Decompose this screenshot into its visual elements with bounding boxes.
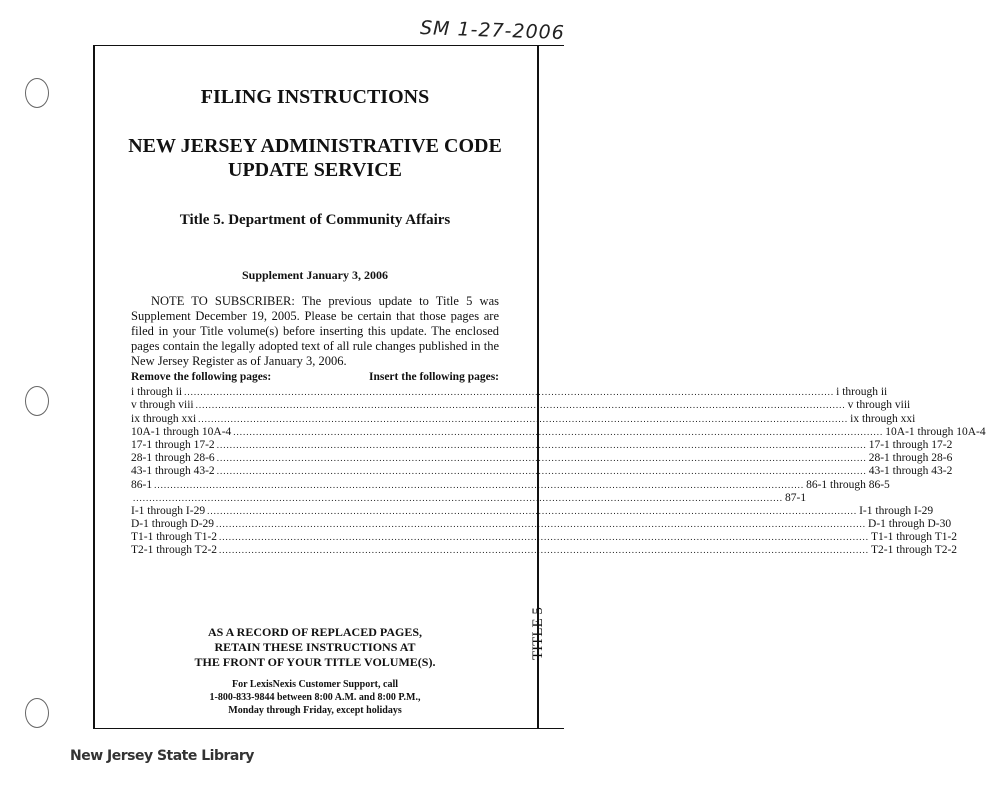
leader-dots: ........................................................................................................................................................................................................ [133, 492, 783, 503]
department-heading: Title 5. Department of Community Affairs [179, 212, 451, 228]
insert-pages-cell: 17-1 through 17-2 [868, 438, 953, 451]
table-row [131, 398, 911, 412]
punch-hole-middle [25, 386, 49, 416]
support-line-3: Monday through Friday, except holidays [228, 705, 402, 716]
insert-pages-cell: 28-1 through 28-6 [868, 452, 953, 465]
table-row [131, 438, 953, 451]
table-row [131, 477, 890, 491]
title-tab-label: TITLE 5 [530, 607, 546, 660]
insert-pages-cell: i through ii [836, 386, 888, 399]
insert-pages-cell: 43-1 through 43-2 [868, 465, 953, 478]
remove-pages-cell: T2-1 through T2-2 [131, 544, 218, 557]
table-row [131, 530, 958, 544]
table-row [131, 491, 807, 504]
remove-pages-cell: I-1 through I-29 [131, 504, 206, 517]
leader-dots: ........................................................................................................................................................................................................ [216, 439, 867, 450]
page-replacement-table [131, 371, 986, 557]
insert-pages-cell: 10A-1 through 10A-4 [885, 425, 986, 438]
insert-pages-cell: D-1 through D-30 [868, 518, 952, 531]
punch-hole-bottom [25, 698, 49, 728]
table-rows [131, 385, 986, 557]
remove-header: Remove the following pages: [131, 371, 272, 383]
remove-pages-cell: 43-1 through 43-2 [131, 465, 215, 478]
table-row [131, 517, 952, 531]
record-line-2: RETAIN THESE INSTRUCTIONS AT [214, 640, 416, 654]
remove-pages-cell: ix through xxi [131, 412, 197, 425]
leader-dots: ........................................................................................................................................................................................................ [216, 453, 867, 464]
remove-pages-cell: T1-1 through T1-2 [131, 531, 218, 544]
insert-pages-cell: 86-1 through 86-5 [806, 478, 890, 491]
table-header [131, 371, 499, 385]
code-title-line1: NEW JERSEY ADMINISTRATIVE CODE [128, 135, 502, 157]
support-line-2: 1-800-833-9844 between 8:00 A.M. and 8:00 P.M., [209, 692, 421, 703]
table-row [131, 504, 934, 517]
code-title-line2: UPDATE SERVICE [228, 159, 402, 181]
leader-dots: ........................................................................................................................................................................................................ [195, 400, 846, 411]
leader-dots: ........................................................................................................................................................................................................ [216, 519, 867, 530]
supplement-date: Supplement January 3, 2006 [241, 268, 389, 282]
table-row [131, 425, 986, 438]
record-line-1: AS A RECORD OF REPLACED PAGES, [207, 625, 423, 639]
leader-dots: ........................................................................................................................................................................................................ [154, 479, 805, 490]
leader-dots: ........................................................................................................................................................................................................ [219, 532, 870, 543]
remove-pages-cell: 28-1 through 28-6 [131, 452, 215, 465]
insert-header: Insert the following pages: [368, 371, 499, 383]
leader-dots: ........................................................................................................................................................................................................ [216, 466, 867, 477]
page-title: FILING INSTRUCTIONS [200, 86, 430, 108]
record-line-3: THE FRONT OF YOUR TITLE VOLUME(S). [194, 655, 436, 669]
remove-pages-cell: 86-1 [131, 478, 153, 491]
remove-pages-cell: D-1 through D-29 [131, 518, 215, 531]
insert-pages-cell: ix through xxi [850, 412, 916, 425]
library-stamp: New Jersey State Library [70, 748, 254, 764]
insert-pages-cell: 87-1 [785, 491, 807, 504]
leader-dots: ........................................................................................................................................................................................................ [198, 413, 849, 424]
subscriber-note: NOTE TO SUBSCRIBER: The previous update to Title 5 was Supplement December 19, 2005. Please be certain that those pages are filed in your Title volume(s) before inserting this update. The enclosed pages contain the legally adopted text of all rule changes published in the New Jersey Register as of January 3, 2006. [131, 294, 499, 368]
table-row [131, 411, 916, 425]
handwritten-date-note: SM 1-27-2006 [419, 17, 566, 45]
insert-pages-cell: T1-1 through T1-2 [871, 531, 958, 544]
insert-pages-cell: I-1 through I-29 [859, 504, 934, 517]
table-row [131, 451, 953, 465]
insert-pages-cell: v through viii [847, 399, 911, 412]
support-line-1: For LexisNexis Customer Support, call [231, 679, 398, 690]
leader-dots: ........................................................................................................................................................................................................ [219, 545, 870, 556]
remove-pages-cell: 17-1 through 17-2 [131, 438, 215, 451]
table-row [131, 464, 953, 478]
leader-dots: ........................................................................................................................................................................................................ [184, 387, 835, 398]
record-instruction [93, 625, 537, 670]
leader-dots: ........................................................................................................................................................................................................ [207, 505, 858, 516]
remove-pages-cell: i through ii [131, 386, 183, 399]
punch-hole-top [25, 78, 49, 108]
remove-pages-cell: v through viii [131, 399, 194, 412]
table-row [131, 543, 958, 557]
insert-pages-cell: T2-1 through T2-2 [871, 544, 958, 557]
customer-support-info [93, 678, 537, 717]
remove-pages-cell: 10A-1 through 10A-4 [131, 425, 232, 438]
leader-dots: ........................................................................................................................................................................................................ [233, 426, 884, 437]
table-row [131, 385, 888, 399]
